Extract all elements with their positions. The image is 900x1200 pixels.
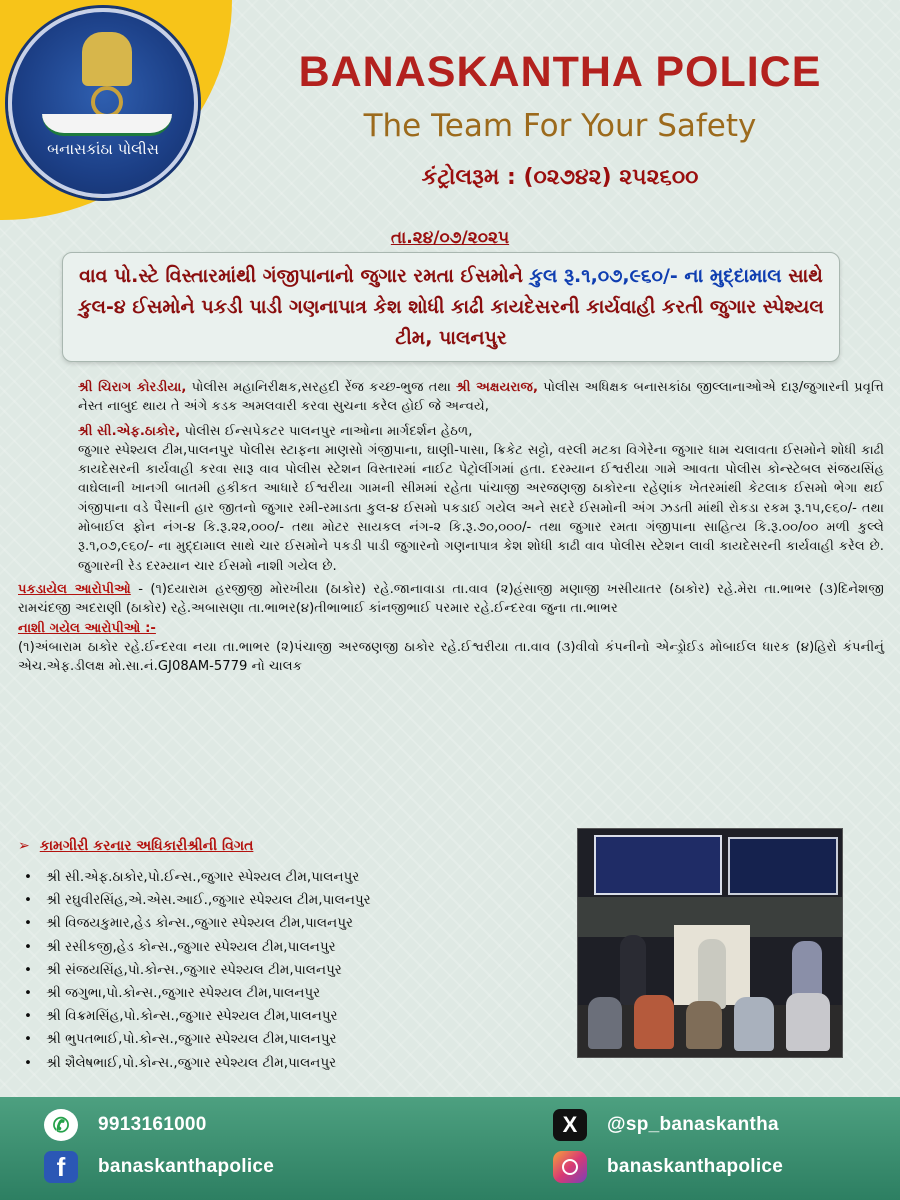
guidance-paragraph bbox=[18, 422, 884, 441]
team-member-item: • શ્રી રસીકજી,હેડ કોન્સ.,જુગાર સ્પેશ્યલ ટીમ,પાલનપુર bbox=[24, 936, 564, 959]
team-member-item: • શ્રી રઘુવીરસિંહ,એ.એસ.આઈ.,જુગાર સ્પેશ્યલ ટીમ,પાલનપુર bbox=[24, 889, 564, 912]
team-member-list bbox=[24, 866, 564, 1075]
whatsapp-contact[interactable] bbox=[44, 1109, 207, 1141]
officer-name-ig: શ્રી ચિરાગ કોરડીયા, bbox=[78, 380, 187, 395]
social-footer bbox=[0, 1097, 900, 1200]
page-title: BANASKANTHA POLICE bbox=[298, 48, 822, 96]
instagram-icon bbox=[553, 1151, 587, 1183]
headline-text-part1: વાવ પો.સ્ટે વિસ્તારમાંથી ગંજીપાનાનો જુગાર રમતા ઈસમોને bbox=[79, 265, 530, 287]
person-figure bbox=[698, 939, 726, 1009]
press-release-body bbox=[18, 378, 884, 676]
team-member-item: • શ્રી ભુપતભાઈ,પો.કોન્સ.,જુગાર સ્પેશ્યલ ટીમ,પાલનપુર bbox=[24, 1028, 564, 1051]
headline-box bbox=[62, 252, 840, 362]
whatsapp-icon: ✆ bbox=[44, 1109, 78, 1141]
police-emblem-logo bbox=[8, 8, 198, 198]
intro-text-1: પોલીસ મહાનિરીક્ષક,સરહદી રેંજ કચ્છ-ભુજ તથા bbox=[186, 380, 457, 395]
team-section-title: કામગીરી કરનાર અધિકારીશ્રીની વિગત bbox=[39, 838, 254, 854]
arrow-bullet-icon: ➢ bbox=[18, 838, 30, 854]
emblem-district-text: બનાસકાંઠા પોલીસ bbox=[47, 140, 159, 158]
caught-accused-label: પકડાયેલ આરોપીઓ bbox=[18, 581, 131, 597]
instagram-handle: banaskanthapolice bbox=[607, 1156, 784, 1177]
team-member-item: • શ્રી વિક્રમસિંહ,પો.કોન્સ.,જુગાર સ્પેશ્યલ ટીમ,પાલનપુર bbox=[24, 1005, 564, 1028]
fled-accused-heading bbox=[18, 619, 884, 638]
headline-text-part2: સાથે કુલ-૪ ઈસમોને પકડી પાડી ગણનાપાત્ર કેશ શોધી કાઢી કાયદેસરની કાર્યવાહી કરતી જુગાર સ્પેશ્યલ ટીમ, પાલનપુર bbox=[78, 265, 824, 349]
bank-signboard bbox=[728, 837, 838, 895]
caught-accused-list: - (૧)દયારામ હરજીજી મોરખીયા (ઠાકોર) રહે.જાનાવાડા તા.વાવ (૨)હંસાજી મણાજી ખસીયાતર (ઠાકોર) રહે.મેરા તા.ભાભર (૩)દિનેશજી રામચંદજી અદરાણી (ઠાકોર) રહે.અબાસણા તા.ભાભર(૪)તીભાભાઈ કાંનજીભાઈ પરમાર રહે.ઈન્દરવા જુના તા.ભાભર bbox=[18, 581, 884, 617]
whatsapp-number: 9913161000 bbox=[98, 1114, 207, 1135]
motto-ribbon bbox=[42, 114, 172, 136]
person-figure bbox=[686, 1001, 722, 1049]
team-member-item: • શ્રી જગુભા,પો.કોન્સ.,જુગાર સ્પેશ્યલ ટીમ,પાલનપુર bbox=[24, 982, 564, 1005]
tagline: The Team For Your Safety bbox=[363, 108, 757, 144]
person-figure bbox=[786, 993, 830, 1051]
press-date: તા.૨૪/૦૭/૨૦૨૫ bbox=[390, 228, 510, 248]
intro-paragraph bbox=[18, 378, 884, 417]
details-paragraph: જુગાર સ્પેશ્યલ ટીમ,પાલનપુર પોલીસ સ્ટાફના માણસો ગંજીપાના, ઘાણી-પાસા, ક્રિકેટ સટ્ટો, વરલી મટકા વિગેરેના જુગાર ધામ ચલાવતા ઈસમોને શોધી કાઢી કાયદેસરની કાર્યવાહી કરવા સારૂ વાવ પોલીસ સ્ટેશન વિસ્તારમાં નાઈટ પેટ્રોલીંગમાં હતા. દરમ્યાન ઈશ્વરીયા ગામે આવતા પોલીસ કોન્સ્ટેબલ સંજયસિંહ વાઘેલાની ખાનગી બાતમી હકીકત આધારે ઈશ્વરીયા ગામની સીમમાં રહેતા પાંચાજી અરજણજી ઠાકોરના રહેણાંક ખેતરમાંથી કેટલાક ઈસમો ભેગા થઈ ગંજીપાના વડે પૈસાની હાર જીતનો જુગાર રમી-રમાડતા કુલ-૪ ઈસમો પકડાઈ ગયેલ અને સદરે ઈસમોની અંગ ઝડતી માંથી રોકડા રકમ રૂ.૧૫,૯૬૦/- તથા મોબાઈલ ફોન નંગ-૪ કિ.રૂ.૨૨,૦૦૦/- તથા મોટર સાયકલ નંગ-૨ કિ.રૂ.૭૦,૦૦૦/- તથા જુગાર રમતા ગંજીપાના સાહિત્ય કિ.રૂ.૦૦/૦૦ મળી કુલ્લે રૂ.૧,૦૭,૯૬૦/- ના મુદ્દામાલ સાથે ચાર ઈસમોને પકડી પાડી જુગારનો ગણનાપાત્ર કેશ શોધી કાઢી વાવ પોલીસ સ્ટેશન લાવી કાયદેસરની કાર્યવાહી કરેલ છે. જુગારની રેડ દરમ્યાન ચાર ઈસમો નાશી ગયેલ છે. bbox=[78, 442, 884, 574]
officer-name-pi: શ્રી સી.એફ.ઠાકોર, bbox=[78, 423, 181, 439]
caught-accused-paragraph bbox=[18, 580, 884, 619]
facebook-handle: banaskanthapolice bbox=[98, 1156, 275, 1177]
fled-accused-list: (૧)અંબારામ ઠાકોર રહે.ઈન્દરવા નયા તા.ભાભર (૨)પંચાજી અરજણજી ઠાકોર રહે.ઈશ્વરીયા તા.વાવ (૩)વીવો કંપનીનો એન્ડ્રોઈડ મોબાઈલ ધારક (૪)હિરો કંપનીનું એચ.એફ.ડીલક્ષ મો.સા.નં.GJ08AM-5779 નો ચાલક bbox=[18, 639, 884, 675]
twitter-handle: @sp_banaskantha bbox=[607, 1114, 779, 1135]
twitter-link[interactable] bbox=[553, 1109, 779, 1141]
team-member-item: • શ્રી શૈલેષભાઈ,પો.કોન્સ.,જુગાર સ્પેશ્યલ ટીમ,પાલનપુર bbox=[24, 1052, 564, 1075]
team-section-header bbox=[18, 838, 558, 854]
headline-amount: કુલ રૂ.૧,૦૭,૯૬૦/- ના મુદ્દામાલ bbox=[529, 265, 782, 287]
officer-name-sp: શ્રી અક્ષયરાજ, bbox=[456, 380, 538, 395]
control-room-number: કંટ્રોલરૂમ : (૦૨૭૪૨) ૨૫૨૬૦૦ bbox=[421, 165, 699, 190]
team-member-item: • શ્રી વિજયકુમાર,હેડ કોન્સ.,જુગાર સ્પેશ્યલ ટીમ,પાલનપુર bbox=[24, 912, 564, 935]
police-station-signboard bbox=[594, 835, 722, 895]
facebook-icon: f bbox=[44, 1151, 78, 1183]
person-figure bbox=[734, 997, 774, 1051]
facebook-link[interactable] bbox=[44, 1151, 274, 1183]
guidance-text: પોલીસ ઈન્સપેકટર પાલનપુર નાઓના માર્ગદર્શન હેઠળ, bbox=[180, 423, 473, 439]
person-figure bbox=[588, 997, 622, 1049]
team-member-item: • શ્રી સી.એફ.ઠાકોર,પો.ઈન્સ.,જુગાર સ્પેશ્યલ ટીમ,પાલનપુર bbox=[24, 866, 564, 889]
instagram-link[interactable] bbox=[553, 1151, 783, 1183]
person-figure bbox=[634, 995, 674, 1049]
fled-accused-label: નાશી ગયેલ આરોપીઓ :- bbox=[18, 620, 156, 636]
police-station-photo bbox=[577, 828, 843, 1058]
ashoka-lions-emblem bbox=[82, 32, 132, 86]
team-member-item: • શ્રી સંજયસિંહ,પો.કોન્સ.,જુગાર સ્પેશ્યલ ટીમ,પાલનપુર bbox=[24, 959, 564, 982]
x-icon: X bbox=[553, 1109, 587, 1141]
intro-text-2: પોલીસ અધિક્ષક બનાસકાંઠા જીલ્લાનાઓએ દારૂ/જુગારની પ્રવૃત્તિ નેસ્ત નાબુદ થાય તે અંગે કડક અમલવારી કરવા સુચના કરેલ હોઈ જે અન્વયે, bbox=[78, 380, 885, 415]
